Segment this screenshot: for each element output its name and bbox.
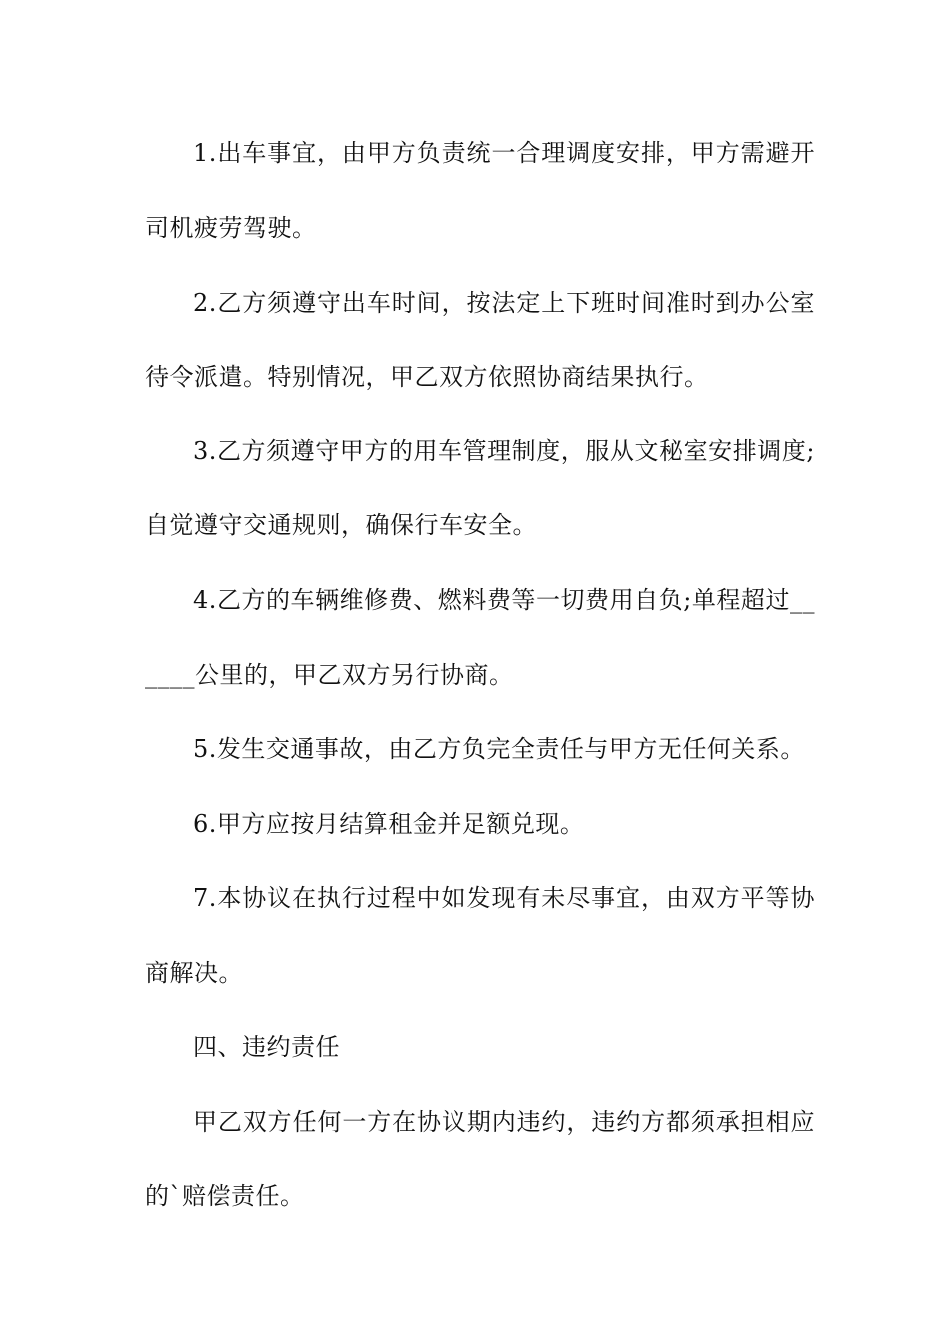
breach-paragraph-line-1: 甲乙双方任何一方在协议期内违约，违约方都须承担相应 <box>193 1108 815 1136</box>
clause-4-line-2: ____公里的，甲乙双方另行协商。 <box>145 661 514 689</box>
clause-6-line-1: 6.甲方应按月结算租金并足额兑现。 <box>193 810 585 838</box>
clause-1-line-1: 1.出车事宜，由甲方负责统一合理调度安排，甲方需避开 <box>193 139 815 167</box>
clause-2-line-1: 2.乙方须遵守出车时间，按法定上下班时间准时到办公室 <box>193 289 815 317</box>
clause-7-line-1: 7.本协议在执行过程中如发现有未尽事宜，由双方平等协 <box>193 884 815 912</box>
clause-1-line-2: 司机疲劳驾驶。 <box>145 214 317 242</box>
clause-7-line-2: 商解决。 <box>145 959 243 987</box>
breach-paragraph-line-2: 的`赔偿责任。 <box>145 1182 305 1210</box>
clause-3-line-2: 自觉遵守交通规则，确保行车安全。 <box>145 511 537 539</box>
clause-5-line-1: 5.发生交通事故，由乙方负完全责任与甲方无任何关系。 <box>193 735 805 763</box>
clause-2-line-2: 待令派遣。特别情况，甲乙双方依照协商结果执行。 <box>145 363 709 391</box>
clause-4-line-1: 4.乙方的车辆维修费、燃料费等一切费用自负;单程超过__ <box>193 586 815 614</box>
section-heading-breach: 四、违约责任 <box>193 1033 340 1061</box>
clause-3-line-1: 3.乙方须遵守甲方的用车管理制度，服从文秘室安排调度; <box>193 437 815 465</box>
